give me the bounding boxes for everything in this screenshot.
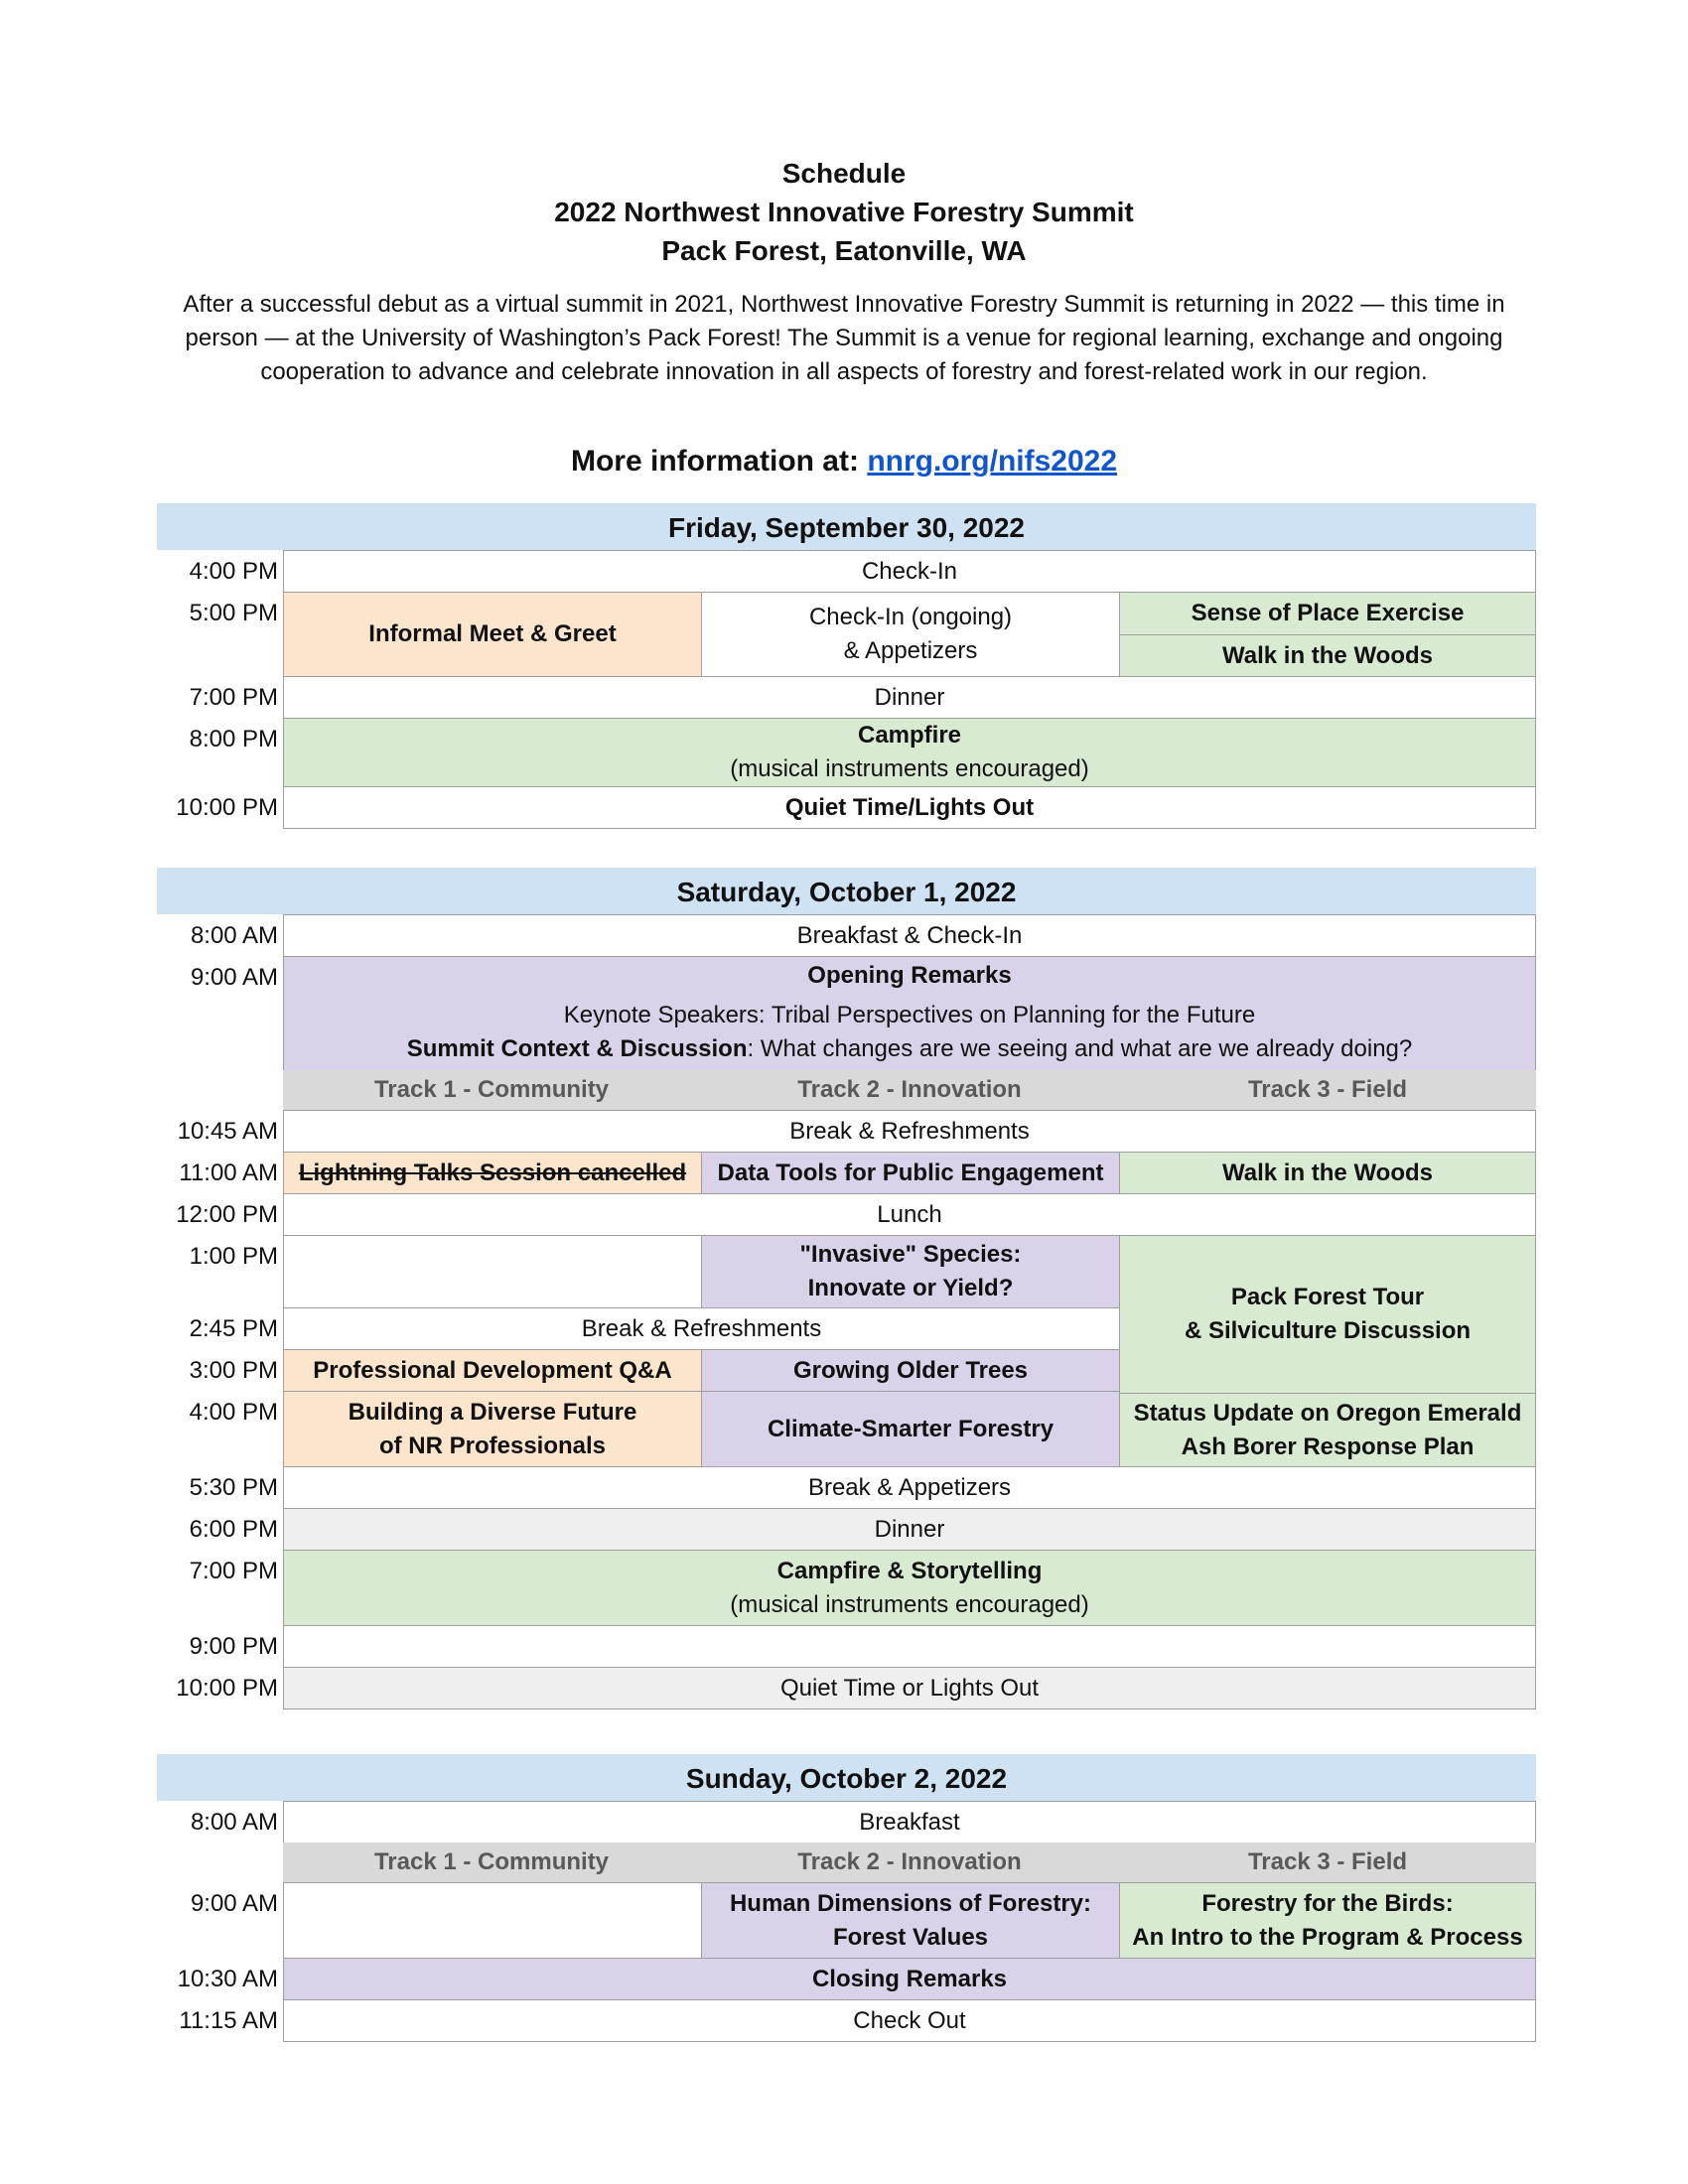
session-check-in xyxy=(283,550,1536,593)
session-campfire-storytelling xyxy=(283,1550,1536,1626)
intro-paragraph: After a successful debut as a virtual summit in 2021, Northwest Innovative Forestry Summit is returning in 2022 — this time in person — at the University of Washington’s Pack Forest! The Summit is a venue for regional learning, exchange and ongoing cooperation to advance and celebrate innovation in all aspects of forestry and forest-related work in our region. xyxy=(183,291,1505,385)
session-label: Innovate or Yield? xyxy=(807,1275,1014,1301)
session-note: (musical instruments encouraged) xyxy=(730,755,1089,782)
session-label: Professional Development Q&A xyxy=(313,1356,672,1384)
time-label: 3:00 PM xyxy=(189,1357,278,1384)
session-label: Breakfast & Check-In xyxy=(796,921,1023,949)
session-label: Check Out xyxy=(853,2006,966,2034)
time-label: 9:00 AM xyxy=(190,964,278,991)
session-dinner xyxy=(283,676,1536,719)
session-invasive-species xyxy=(701,1235,1120,1308)
time-label: 1:00 PM xyxy=(189,1243,278,1270)
session-professional-development xyxy=(283,1349,702,1392)
time-label: 8:00 PM xyxy=(189,726,278,752)
track-3-header: Track 3 - Field xyxy=(1247,1848,1408,1875)
saturday-schedule xyxy=(157,868,1536,1723)
session-label: Break & Appetizers xyxy=(807,1473,1012,1501)
day-header-saturday: Saturday, October 1, 2022 xyxy=(157,868,1536,914)
day-header-sunday: Sunday, October 2, 2022 xyxy=(157,1754,1536,1801)
track-1-header: Track 1 - Community xyxy=(373,1848,610,1875)
session-label: Forest Values xyxy=(832,1923,989,1951)
session-label: Walk in the Woods xyxy=(1221,641,1433,669)
session-label: Data Tools for Public Engagement xyxy=(717,1159,1104,1186)
page-title: Schedule xyxy=(781,158,907,189)
track-2-header: Track 2 - Innovation xyxy=(797,1076,1022,1103)
session-label: & Appetizers xyxy=(843,637,978,664)
sunday-schedule xyxy=(157,1754,1536,2052)
session-campfire xyxy=(283,718,1536,787)
time-label: 9:00 AM xyxy=(190,1890,278,1917)
track-header-row xyxy=(283,1070,1536,1110)
session-growing-older-trees xyxy=(701,1349,1120,1392)
session-dinner xyxy=(283,1508,1536,1551)
time-label: 7:00 PM xyxy=(189,684,278,711)
session-label: "Invasive" Species: xyxy=(799,1241,1022,1268)
session-label: Ash Borer Response Plan xyxy=(1181,1433,1475,1460)
time-label: 6:00 PM xyxy=(189,1516,278,1543)
session-label: Sense of Place Exercise xyxy=(1191,600,1465,626)
session-label: & Silviculture Discussion xyxy=(1184,1317,1472,1344)
session-label: Quiet Time or Lights Out xyxy=(779,1674,1040,1702)
session-label: Building a Diverse Future xyxy=(348,1398,637,1426)
session-data-tools xyxy=(701,1152,1120,1194)
day-header-friday: Friday, September 30, 2022 xyxy=(157,503,1536,550)
session-note: Keynote Speakers: Tribal Perspectives on Planning for the Future xyxy=(563,1002,1256,1028)
session-label: Campfire xyxy=(857,722,962,749)
session-break-appetizers xyxy=(283,1466,1536,1509)
session-label: Quiet Time/Lights Out xyxy=(784,793,1035,821)
event-name: 2022 Northwest Innovative Forestry Summit xyxy=(554,197,1134,227)
time-label: 7:00 PM xyxy=(189,1558,278,1584)
time-label: 12:00 PM xyxy=(176,1201,278,1228)
time-label: 11:00 AM xyxy=(179,1160,278,1186)
more-info-link[interactable]: nnrg.org/nifs2022 xyxy=(867,445,1118,478)
session-lunch xyxy=(283,1193,1536,1236)
time-label: 5:30 PM xyxy=(189,1474,278,1501)
session-quiet-time xyxy=(283,1667,1536,1709)
track-header-row xyxy=(283,1843,1536,1882)
time-label: 9:00 PM xyxy=(189,1633,278,1660)
session-forestry-birds xyxy=(1119,1882,1536,1959)
session-label: Campfire & Storytelling xyxy=(776,1557,1043,1584)
session-walk-woods xyxy=(1119,1152,1536,1194)
document-title-block xyxy=(0,154,1688,270)
session-label: Break & Refreshments xyxy=(581,1314,822,1342)
session-check-out xyxy=(283,1999,1536,2042)
time-label: 10:00 PM xyxy=(176,794,278,821)
time-label: 2:45 PM xyxy=(189,1315,278,1342)
session-note xyxy=(407,1032,1412,1066)
session-label: Lunch xyxy=(877,1200,942,1228)
session-label: Check-In xyxy=(861,557,958,585)
session-break xyxy=(283,1110,1536,1153)
time-label: 8:00 AM xyxy=(190,922,278,949)
session-label: of NR Professionals xyxy=(378,1432,607,1459)
session-break xyxy=(283,1307,1120,1350)
session-label: Climate-Smarter Forestry xyxy=(767,1415,1055,1442)
session-label: Human Dimensions of Forestry: xyxy=(729,1889,1092,1917)
session-label: Dinner xyxy=(874,1515,945,1543)
session-climate-smarter xyxy=(701,1391,1120,1467)
session-meet-greet xyxy=(283,592,702,677)
session-label: Forestry for the Birds: xyxy=(1201,1889,1454,1917)
session-emerald-ash-borer xyxy=(1119,1393,1536,1467)
session-label: Dinner xyxy=(874,683,945,711)
session-human-dimensions xyxy=(701,1882,1120,1959)
session-pack-forest-tour xyxy=(1119,1235,1536,1394)
context-label: Summit Context & Discussion xyxy=(406,1035,748,1062)
session-label: Breakfast xyxy=(859,1808,960,1836)
session-breakfast xyxy=(283,914,1536,957)
session-opening-remarks xyxy=(283,956,1536,1071)
session-empty xyxy=(283,1882,702,1959)
session-label: Break & Refreshments xyxy=(789,1117,1030,1145)
track-3-header: Track 3 - Field xyxy=(1247,1076,1408,1103)
track-2-header: Track 2 - Innovation xyxy=(797,1848,1022,1875)
session-quiet-time xyxy=(283,786,1536,829)
time-label: 4:00 PM xyxy=(189,1399,278,1426)
session-label: Walk in the Woods xyxy=(1221,1159,1433,1186)
friday-schedule xyxy=(157,503,1536,831)
session-label: Check-In (ongoing) xyxy=(808,604,1013,630)
session-label: Lightning Talks Session cancelled xyxy=(298,1159,687,1186)
session-walk-woods xyxy=(1119,634,1536,677)
session-lightning-talks xyxy=(283,1152,702,1194)
session-label: Pack Forest Tour xyxy=(1230,1284,1425,1310)
more-info-label: More information at: xyxy=(570,445,859,478)
context-text: : What changes are we seeing and what are we already doing? xyxy=(747,1035,1413,1062)
session-diverse-future xyxy=(283,1391,702,1467)
session-closing-remarks xyxy=(283,1958,1536,2000)
session-empty xyxy=(283,1625,1536,1668)
session-label: An Intro to the Program & Process xyxy=(1132,1923,1523,1951)
session-label: Growing Older Trees xyxy=(792,1356,1029,1384)
session-label: Opening Remarks xyxy=(807,962,1012,989)
time-label: 4:00 PM xyxy=(189,558,278,585)
session-label: Status Update on Oregon Emerald xyxy=(1133,1399,1522,1427)
track-1-header: Track 1 - Community xyxy=(373,1076,610,1103)
session-check-in-ongoing xyxy=(701,592,1120,677)
session-label: Informal Meet & Greet xyxy=(368,620,617,647)
session-empty xyxy=(283,1235,702,1308)
time-label: 10:45 AM xyxy=(177,1118,278,1145)
more-info-line xyxy=(0,445,1688,478)
time-label: 10:00 PM xyxy=(176,1675,278,1702)
time-label: 10:30 AM xyxy=(177,1966,278,1992)
session-sense-of-place xyxy=(1119,592,1536,635)
session-breakfast xyxy=(283,1801,1536,1843)
time-label: 11:15 AM xyxy=(179,2007,278,2034)
session-note: (musical instruments encouraged) xyxy=(730,1590,1089,1618)
time-label: 5:00 PM xyxy=(189,600,278,626)
event-location: Pack Forest, Eatonville, WA xyxy=(661,235,1027,266)
time-label: 8:00 AM xyxy=(190,1809,278,1836)
session-label: Closing Remarks xyxy=(811,1965,1008,1992)
